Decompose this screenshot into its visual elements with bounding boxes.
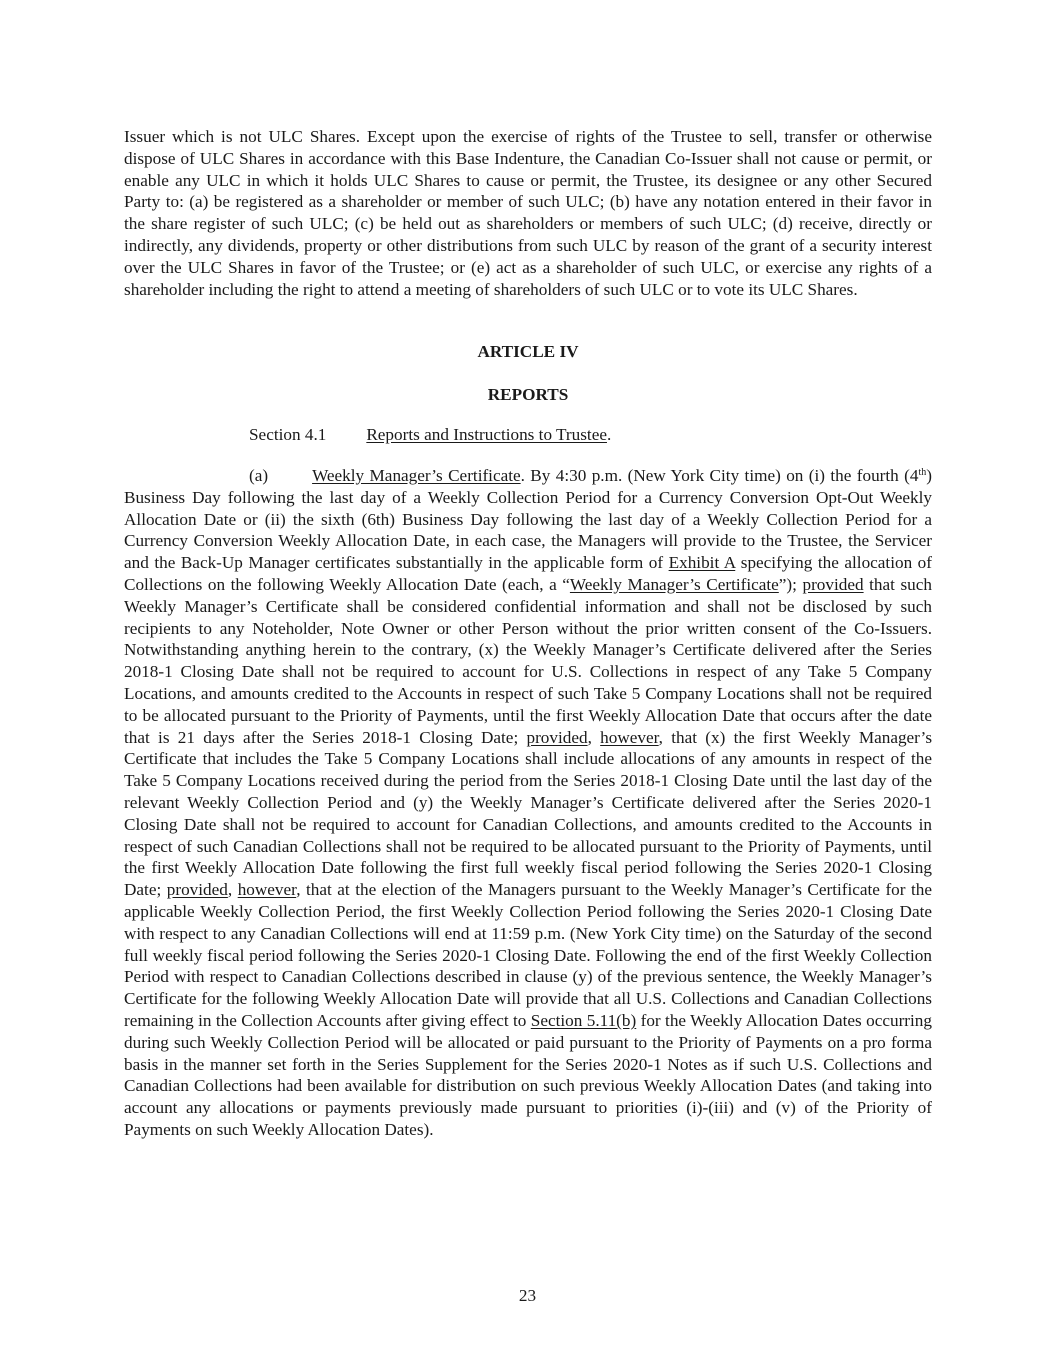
however-term: however <box>237 880 297 900</box>
provided-term: provided <box>166 880 228 900</box>
subsection-label: (a) <box>249 466 269 485</box>
section-number: Section 4.1 <box>249 425 327 444</box>
page-number: 23 <box>518 1286 537 1305</box>
text-run: that such Weekly Manager’s Certificate shall be considered confidential information and shall not be disclosed by such recipients to any Noteholder, Note Owner or other Person without the prior written consent of the Co-Issuers. Notwithstanding anything herein to the contrary, (x) the Weekly Manager’s Certificate delivered after the Series 2018-1 Closing Date shall not be required to account for U.S. Collections in respect of any Take 5 Company Locations, and amounts credited to the Accounts in respect of such Take 5 Company Locations shall not be required to be allocated pursuant to the Priority of Payments, until the first Weekly Allocation Date that occurs after the date that is 21 days after the Series 2018-1 Closing Date; <box>124 574 932 747</box>
section-title: Reports and Instructions to Trustee <box>366 425 607 444</box>
text-run: . By 4:30 p.m. (New York City time) on (i) the fourth (4 <box>520 466 919 485</box>
section-reference: Section 5.11(b) <box>530 1010 637 1030</box>
text-run: ) Business Day following the last day of a Weekly Collection Period for a Currency Conversion Opt-Out Weekly Allocation Date or (ii) the sixth (6th) Business Day following the last day of a Weekly Collection Period for a Currency Conversion Weekly Allocation Date, in each case, the Managers will provide to the Trustee, the Servicer and the Back-Up Manager certificates substantially in the applicable form of <box>124 466 932 573</box>
text-run: , that (x) the first Weekly Manager’s Certificate that includes the Take 5 Company Locations shall include allocations of any amounts in respect of the Take 5 Company Locations received during the period from the Series 2018-1 Closing Date until the last day of the relevant Weekly Collection Period and (y) the Weekly Manager’s Certificate delivered after the Series 2020-1 Closing Date shall not be required to account for Canadian Collections, and amounts credited to the Accounts in respect of such Canadian Collections shall not be required to be allocated pursuant to the Priority of Payments, until the first Weekly Allocation Date following the first full weekly fiscal period following the Series 2020-1 Closing Date; <box>124 727 933 900</box>
article-heading: ARTICLE IV <box>477 342 579 361</box>
section-title-period: . <box>606 425 612 444</box>
provided-term: provided <box>526 727 588 747</box>
text-run: specifying the allocation of Collections on the following Weekly Allocation Date (each, a “ <box>124 553 932 594</box>
article-title: REPORTS <box>487 385 569 404</box>
body-paragraph: Issuer which is not ULC Shares. Except upon the exercise of rights of the Trustee to sell, transfer or otherwise dispose of ULC Shares in accordance with this Base Indenture, the Canadian Co-Issuer shall not cause or permit, or enable any ULC in which it holds ULC Shares to cause or permit, the Trustee, its designee or any other Secured Party to: (a) be registered as a shareholder or member of such ULC; (b) have any notation entered in their favor in the share register of such ULC; (c) be held out as shareholders or members of such ULC; (d) receive, directly or indirectly, any dividends, property or other distributions from such ULC by reason of the grant of a security interest over the ULC Shares in favor of the Trustee; or (e) act as a shareholder of such ULC, or exercise any rights of a shareholder including the right to attend a meeting of shareholders of such ULC or to vote its ULC Shares. <box>124 127 932 299</box>
exhibit-reference: Exhibit A <box>668 553 736 573</box>
text-run: , <box>227 880 238 900</box>
text-run: , that at the election of the Managers pursuant to the Weekly Manager’s Certificate for the applicable Weekly Collection Period, the first Weekly Collection Period following the Series 2020-1 Closing Date with respect to any Canadian Collections will end at 11:59 p.m. (New York City time) on the Saturday of the second full weekly fiscal period following the Series 2020-1 Closing Date. Following the end of the first Weekly Collection Period with respect to Canadian Collections described in clause (y) of the previous sentence, the Weekly Manager’s Certificate for the following Weekly Allocation Date will provide that all U.S. Collections and Canadian Collections remaining in the Collection Accounts after giving effect to <box>124 880 933 1030</box>
text-run: , <box>587 727 601 747</box>
subsection-heading: Weekly Manager’s Certificate <box>312 466 521 485</box>
section-heading <box>249 424 611 446</box>
however-term: however <box>600 727 659 747</box>
text-run: ”); <box>778 574 803 594</box>
defined-term: Weekly Manager’s Certificate <box>569 574 779 594</box>
ordinal-superscript: th <box>918 467 927 478</box>
provided-term: provided <box>802 574 864 594</box>
subsection-a-paragraph <box>124 465 932 1141</box>
text-run: for the Weekly Allocation Dates occurring during such Weekly Collection Period will be allocated or paid pursuant to the Priority of Payments on a pro forma basis in the manner set forth in the Series Supplement for the Series 2020-1 Notes as if such U.S. Collections and Canadian Collections had been available for distribution on such previous Weekly Allocation Dates (and taking into account any allocations or payments previously made pursuant to priorities (i)-(iii) and (v) of the Priority of Payments on such Weekly Allocation Dates). <box>124 1010 932 1139</box>
